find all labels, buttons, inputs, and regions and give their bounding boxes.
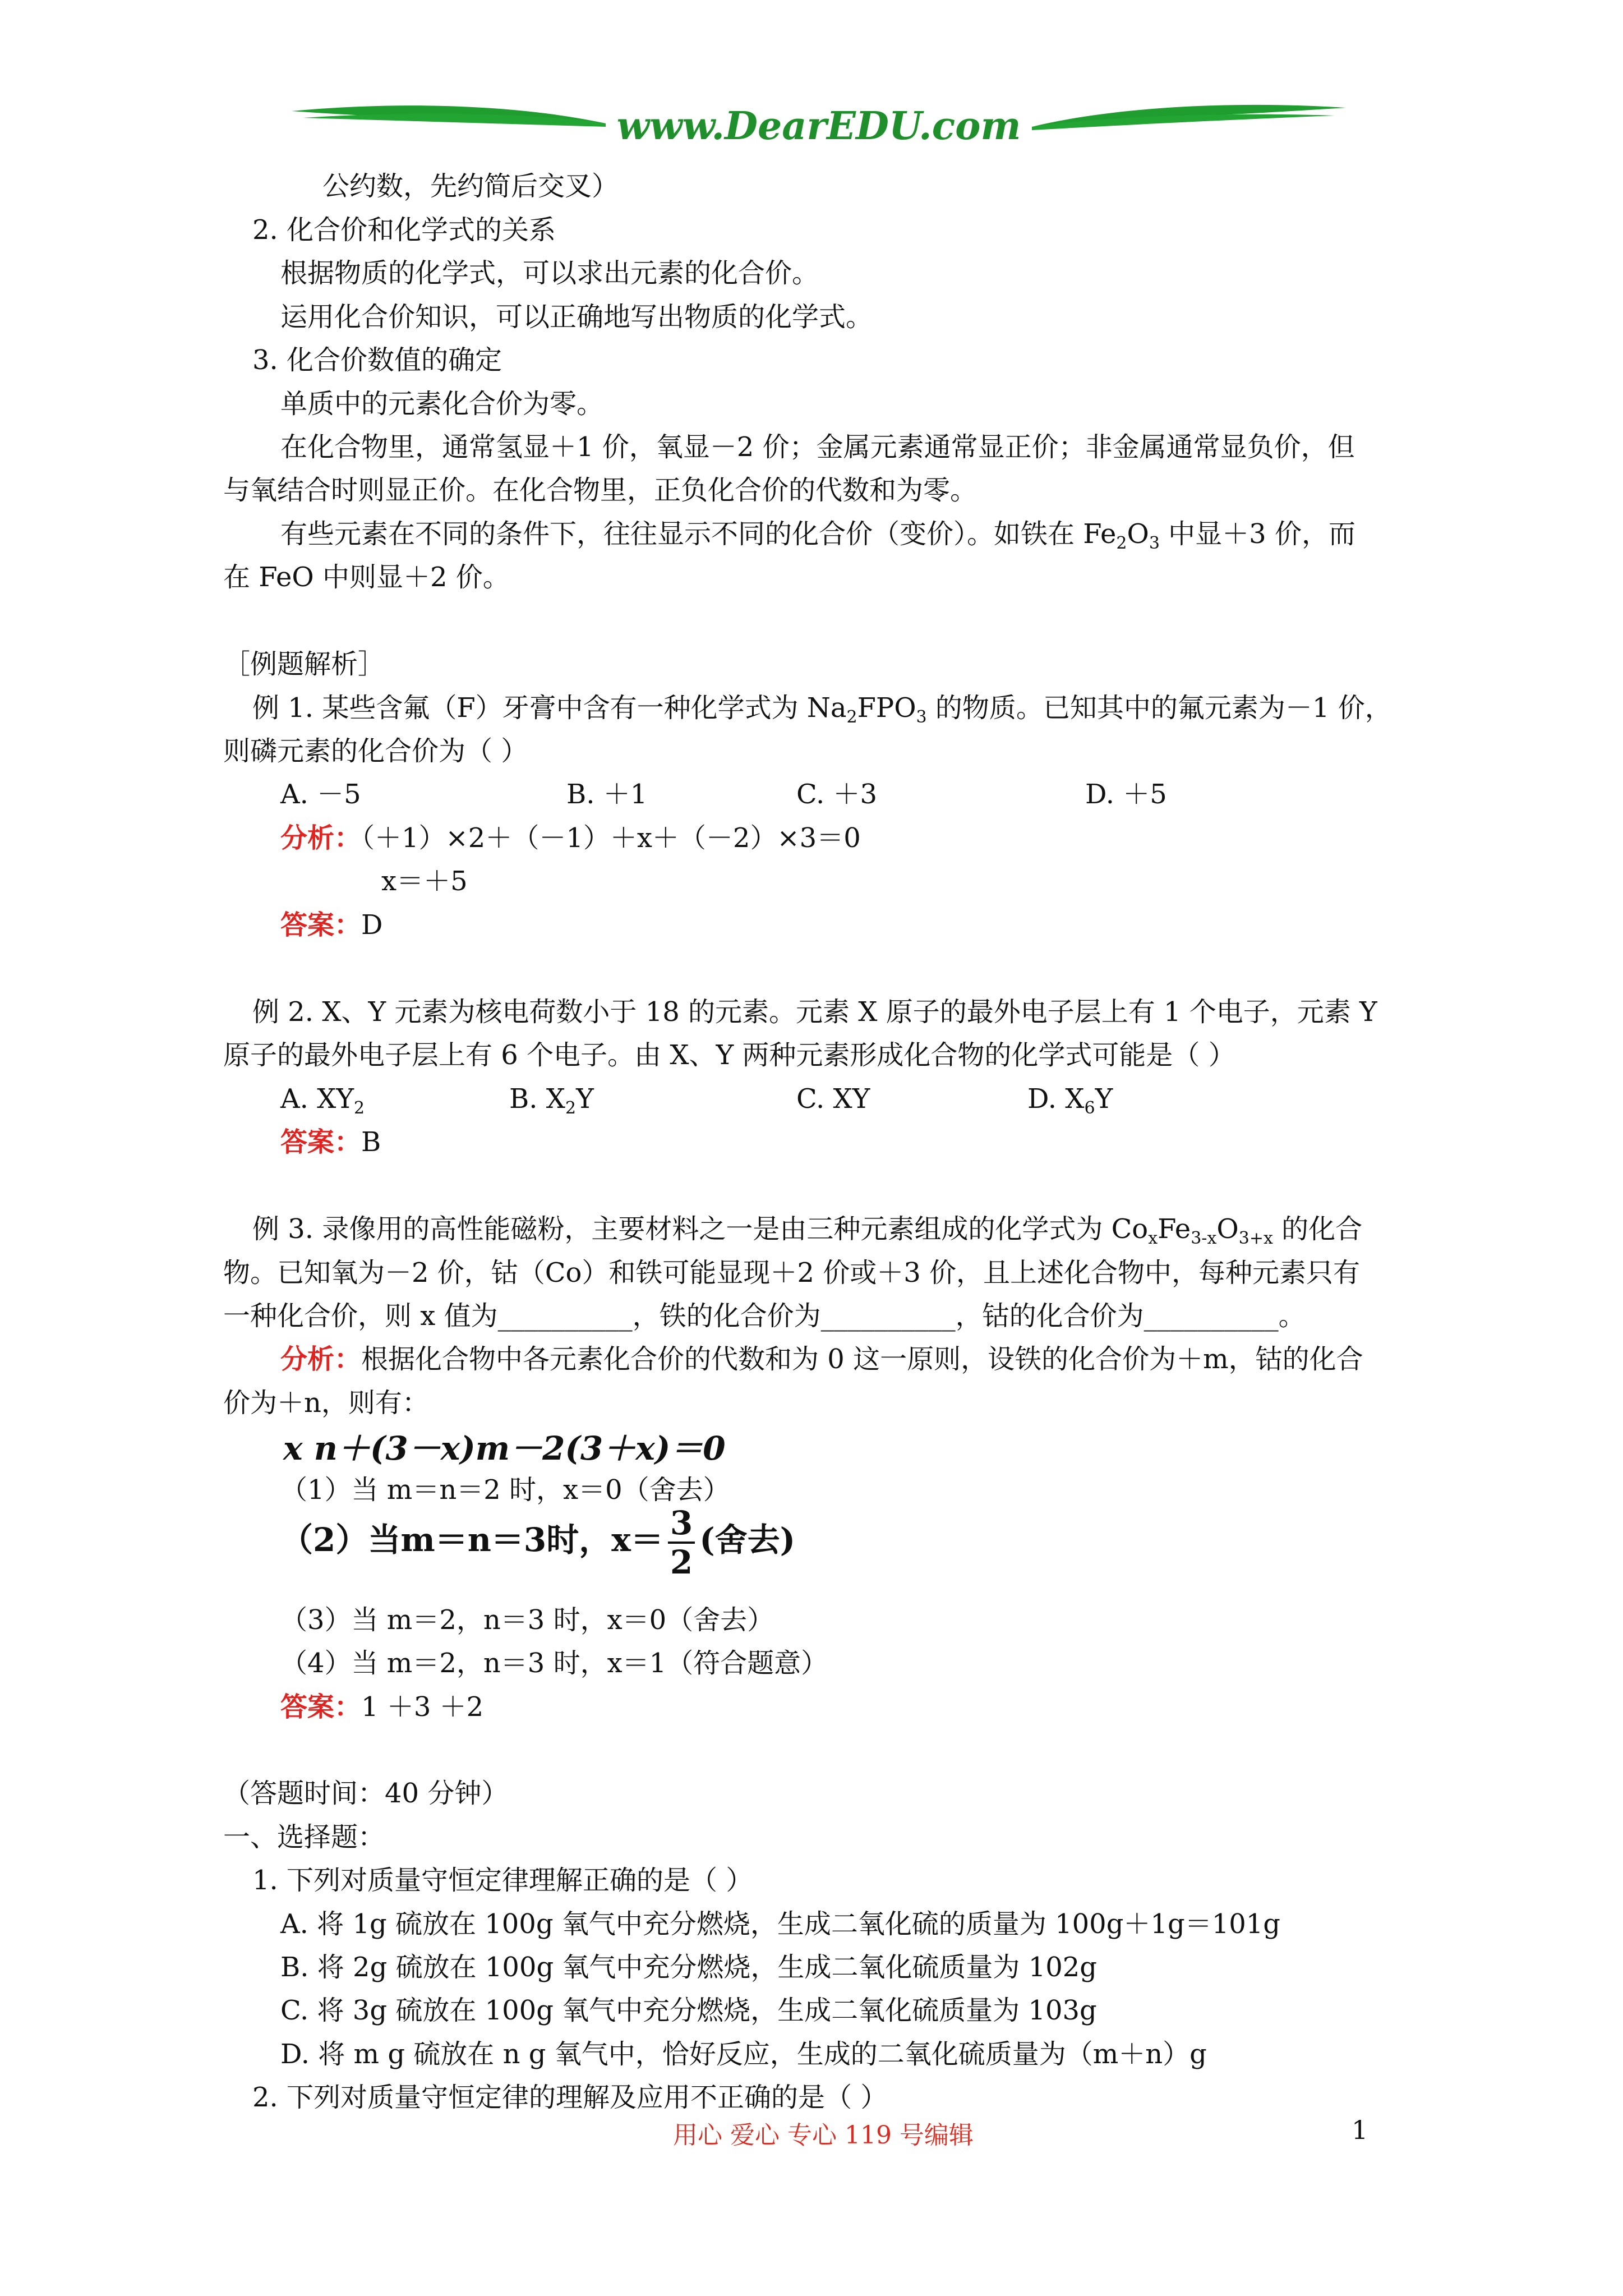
section-heading: 3. 化合价数值的确定 <box>252 344 502 376</box>
example-1: 例 1. 某些含氟（F）牙膏中含有一种化学式为 $Na_2FPO_3$ 的物质。已知其中的氟元素为－1 价， <box>252 692 1392 727</box>
text-line: 与氧结合时则显正价。在化合物里，正负化合价的代数和为零。 <box>223 475 978 506</box>
header-banner <box>292 95 1346 163</box>
right-swoosh-inner <box>1032 114 1335 130</box>
question-1: 1. 下列对质量守恒定律理解正确的是（ ） <box>252 1865 753 1896</box>
answer-line: 答案：D <box>280 909 383 941</box>
option-d: D. 将 m g 硫放在 n g 氧气中，恰好反应，生成的二氧化硫质量为（m＋n）g <box>280 2039 1207 2070</box>
text-line: 运用化合价知识，可以正确地写出物质的化学式。 <box>280 301 873 333</box>
equation: x n＋(3－x)m－2(3＋x)＝0 <box>283 1429 726 1467</box>
text-line: 在 FeO 中则显＋2 价。 <box>223 562 510 593</box>
text-line: （1）当 m＝n＝2 时，x＝0（舍去） <box>280 1474 730 1506</box>
text-line: 单质中的元素化合价为零。 <box>280 388 604 420</box>
option-a: A. $XY_2$ <box>280 1083 365 1118</box>
answer-label: 答案： <box>280 1691 362 1723</box>
text-line: 公约数，先约简后交叉） <box>322 171 619 202</box>
option-b: B. 将 2g 硫放在 100g 氧气中充分燃烧，生成二氧化硫质量为 102g <box>280 1952 1098 1983</box>
section-heading: 2. 化合价和化学式的关系 <box>252 214 556 246</box>
answer-line: 答案：B <box>280 1126 381 1158</box>
section-heading: 一、选择题： <box>223 1821 385 1853</box>
text-line: 有些元素在不同的条件下，往往显示不同的化合价（变价）。如铁在 $Fe_2O_3$ 中显＋3 价，而 <box>280 518 1355 553</box>
analysis-line: 分析：（＋1）×2＋（－1）＋x＋（－2）×3＝0 <box>280 822 861 854</box>
section-heading: ［例题解析］ <box>223 648 385 680</box>
example-2: 例 2. X、Y 元素为核电荷数小于 18 的元素。元素 X 原子的最外电子层上有 1 个电子，元素 Y <box>252 996 1377 1028</box>
text-line: 一种化合价，则 x 值为__________，铁的化合价为__________，钴的化合价为__________。 <box>223 1300 1306 1332</box>
option-d: D. ＋5 <box>1085 779 1167 810</box>
option-a: A. －5 <box>280 779 361 810</box>
text-line: （4）当 m＝2，n＝3 时，x＝1（符合题意） <box>280 1648 828 1679</box>
analysis-line: 分析：根据化合物中各元素化合价的代数和为 0 这一原则，设铁的化合价为＋m，钴的化合 <box>280 1343 1363 1375</box>
option-c: C. ＋3 <box>796 779 878 810</box>
text-line: 物。已知氧为－2 价，钴（Co）和铁可能显现＋2 价或＋3 价，且上述化合物中，每种元素只有 <box>223 1257 1361 1289</box>
answer-line: 答案：1 ＋3 ＋2 <box>280 1691 484 1723</box>
fraction: $\frac{3}{2}$ <box>668 1504 695 1581</box>
example-3: 例 3. 录像用的高性能磁粉，主要材料之一是由三种元素组成的化学式为 $Co_xFe_{3-x}O_{3+x}$ 的化合 <box>252 1213 1363 1248</box>
page-number: 1 <box>1352 2115 1368 2145</box>
footer-text: 用心 爱心 专心 119 号编辑 <box>673 2121 974 2150</box>
text-line: （3）当 m＝2，n＝3 时，x＝0（舍去） <box>280 1604 774 1636</box>
site-logo-text: www.DearEDU.com <box>616 104 1021 149</box>
option-a: A. 将 1g 硫放在 100g 氧气中充分燃烧，生成二氧化硫的质量为 100g＋1g＝101g <box>280 1908 1281 1940</box>
option-b: B. $X_2Y$ <box>509 1083 594 1118</box>
text-line: （答题时间：40 分钟） <box>223 1778 509 1809</box>
text-line: 根据物质的化学式，可以求出元素的化合价。 <box>280 257 819 289</box>
answer-label: 答案： <box>280 1126 362 1158</box>
option-c: C. 将 3g 硫放在 100g 氧气中充分燃烧，生成二氧化硫质量为 103g <box>280 1995 1097 2026</box>
analysis-label: 分析： <box>280 822 362 854</box>
text-line: x＝＋5 <box>381 866 468 897</box>
header-swoosh <box>292 95 1346 163</box>
text-line: 在化合物里，通常氢显＋1 价，氧显－2 价；金属元素通常显正价；非金属通常显负价，但 <box>280 431 1355 463</box>
text-line: 原子的最外电子层上有 6 个电子。由 X、Y 两种元素形成化合物的化学式可能是（ ） <box>223 1039 1235 1071</box>
option-d: D. $X_6Y$ <box>1027 1083 1113 1118</box>
option-c: C. XY <box>796 1083 870 1115</box>
question-2: 2. 下列对质量守恒定律的理解及应用不正确的是（ ） <box>252 2082 888 2113</box>
option-b: B. ＋1 <box>566 779 648 810</box>
analysis-label: 分析： <box>280 1343 362 1375</box>
equation-fraction-line: （2）当m＝n＝3时，x＝ $\frac{3}{2}$ (舍去) <box>280 1504 796 1581</box>
text-line: 价为＋n，则有： <box>223 1387 429 1419</box>
text-line: 则磷元素的化合价为（ ） <box>223 735 528 767</box>
answer-label: 答案： <box>280 909 362 941</box>
